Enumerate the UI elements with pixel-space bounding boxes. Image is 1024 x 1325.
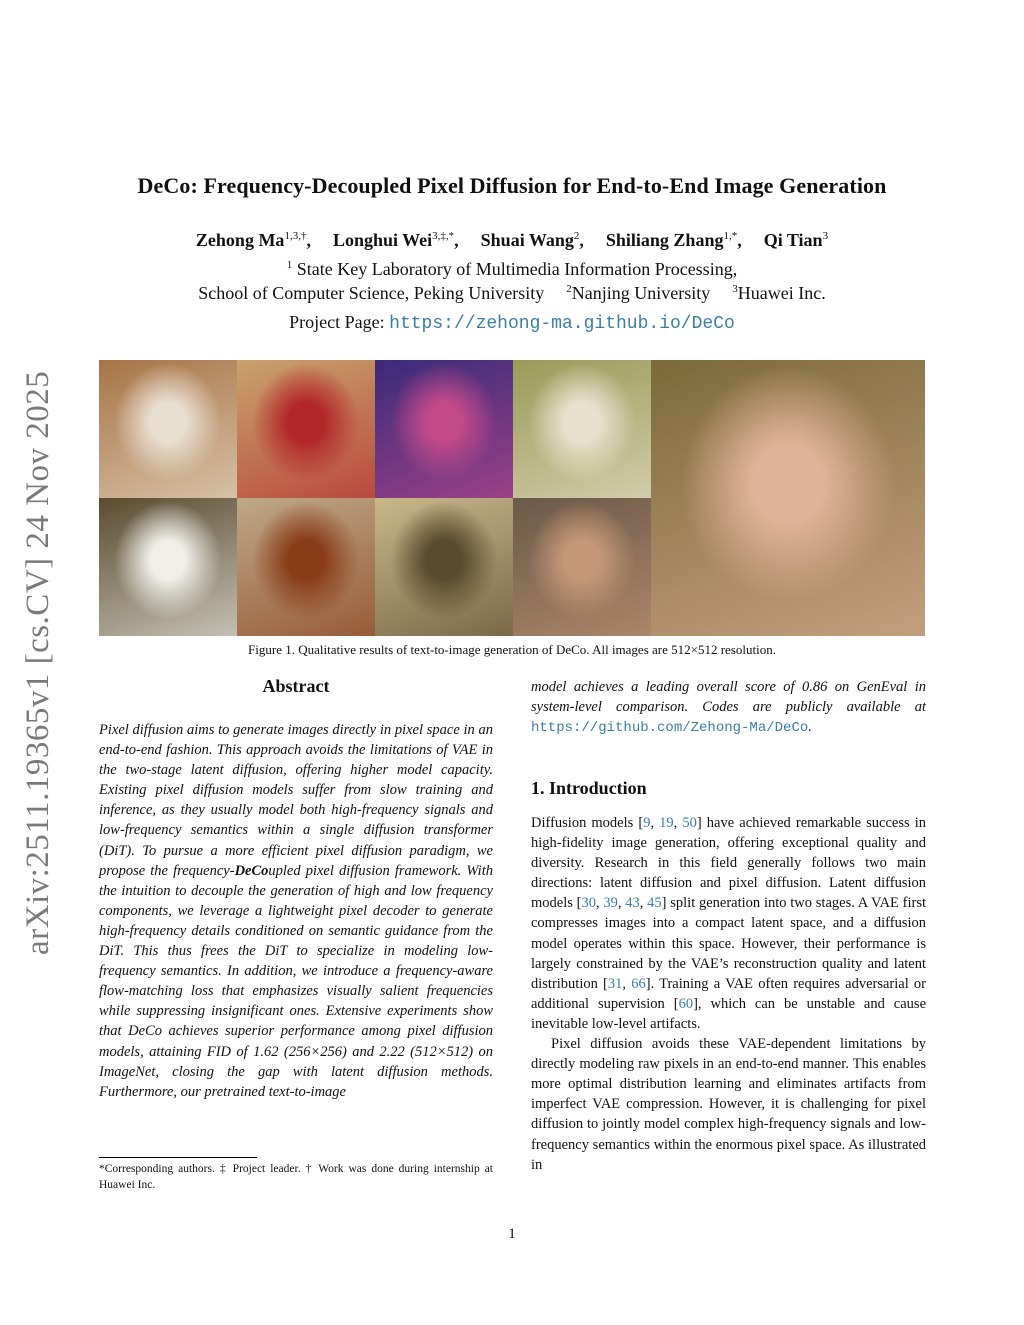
figure-1-caption: Figure 1. Qualitative results of text-to-image generation of DeCo. All images are 512×512 resolution. — [248, 642, 776, 657]
man-with-coffee-garden-image — [513, 360, 651, 498]
footnote-rule — [99, 1157, 257, 1158]
project-page-link[interactable]: https://zehong-ma.github.io/DeCo — [389, 314, 735, 334]
author-name: Zehong $Ma^{1,3,\dagger}$, — [195, 230, 311, 250]
citation-link[interactable]: 31 — [607, 975, 623, 992]
citation-link[interactable]: 30 — [581, 895, 596, 912]
figure-1-image-grid — [99, 360, 925, 636]
spaniel-dog-image — [237, 498, 375, 636]
introduction-paragraph-2: Pixel diffusion avoids these VAE-dependent limitations by directly modeling raw pixels in an end-to-end manner. This enables more optimal distribution learning and eliminates artifacts from imperfect VAE compression. However, it is challenging for pixel diffusion to jointly model complex high-frequency signals and low-frequency semantics within the enormous pixel space. As illustrated in — [531, 1036, 926, 1173]
citation-link[interactable]: 60 — [678, 995, 694, 1012]
affiliation-line-2: School of Computer Science, Peking University $^2$Nanjing University $^3$Huawei Inc. — [198, 283, 826, 303]
abstract-heading: Abstract — [262, 676, 330, 696]
author-name: Longhui Wei$^{3,\ddagger,*}$, — [332, 230, 459, 250]
code-link[interactable]: https://github.com/Zehong-Ma/DeCo — [531, 720, 809, 737]
citation-link[interactable]: 43 — [625, 895, 640, 912]
kitten-in-red-costume-image — [237, 360, 375, 498]
panda-with-sword-image — [99, 498, 237, 636]
citation-link[interactable]: 19 — [659, 815, 674, 831]
raccoon-detective-image — [375, 498, 513, 636]
page-number: 1 — [508, 1226, 516, 1242]
horse-in-bedroom-image — [99, 360, 237, 498]
author-name: Qi Tian$^3$ — [763, 230, 829, 250]
introduction-heading: 1. Introduction — [531, 778, 647, 798]
citation-link[interactable]: 39 — [603, 895, 618, 912]
citation-link[interactable]: 45 — [647, 895, 662, 912]
author-name: Shuai Wang$^2$, — [480, 230, 584, 250]
smiling-woman-portrait-image — [651, 360, 925, 636]
cyber-woman-neon-image — [375, 360, 513, 498]
old-man-with-hat-image — [513, 498, 651, 636]
footnote: *Corresponding authors. ‡ Project leader. † Work was done during internship at Huawei Inc. — [99, 1163, 493, 1191]
introduction-text — [531, 813, 926, 1175]
affiliation-line-1: $^1$ State Key Laboratory of Multimedia Information Processing, — [286, 259, 738, 279]
author-name: Shiliang Zhang$^{1,*}$, — [605, 230, 742, 250]
citation-link[interactable]: 66 — [631, 975, 646, 992]
citation-link[interactable]: 9 — [643, 815, 651, 831]
project-page-line: Project Page: https://zehong-ma.github.io/DeCo — [289, 312, 735, 334]
introduction-paragraph-1: Diffusion models [9, 19, 50] have achieved remarkable success in high-fidelity image generation, offering exceptional quality and diversity. Research in this field generally follows two main directions: latent diffusion and pixel diffusion. Latent diffusion models [30, 39, 43, 45] split generation into two stages. A VAE first compresses images into a compact latent space, and a diffusion model operates within this space. However, their performance is largely constrained by the VAE’s reconstruction quality and latent distribution [31, 66]. Training a VAE often requires adversarial or additional supervision [60], which can be unstable and cause inevitable low-level artifacts. — [531, 815, 927, 1032]
author-list — [0, 230, 1024, 251]
abstract-text: Pixel diffusion aims to generate images directly in pixel space in an end-to-end fashion. This approach avoids the limitations of VAE in the two-stage latent diffusion, offering higher model capacity. Existing pixel diffusion models suffer from slow training and inference, as they usually model both high-frequency signals and low-frequency semantics within a single diffusion transformer (DiT). To pursue a more efficient pixel diffusion paradigm, we propose the frequency-DeCoupled pixel diffusion framework. With the intuition to decouple the generation of high and low frequency components, we leverage a lightweight pixel decoder to generate high-frequency details conditioned on semantic guidance from the DiT. This thus frees the DiT to specialize in modeling low-frequency semantics. In addition, we introduce a frequency-aware flow-matching loss that emphasizes visually salient frequencies while suppressing insignificant ones. Extensive experiments show that DeCo achieves superior performance among pixel diffusion models, attaining FID of 1.62 (256×256) and 2.22 (512×512) on ImageNet, closing the gap with latent diffusion methods. Furthermore, our pretrained text-to-image — [99, 722, 493, 1100]
arxiv-stamp: arXiv:2511.19365v1 [cs.CV] 24 Nov 2025 — [20, 370, 56, 955]
citation-link[interactable]: 50 — [682, 815, 697, 831]
paper-title: DeCo: Frequency-Decoupled Pixel Diffusion for End-to-End Image Generation — [137, 173, 887, 198]
abstract-continuation: model achieves a leading overall score of 0.86 on GenEval in system-level comparison. Codes are publicly available at https://github.com/Zehong-Ma/DeCo. — [531, 679, 926, 737]
